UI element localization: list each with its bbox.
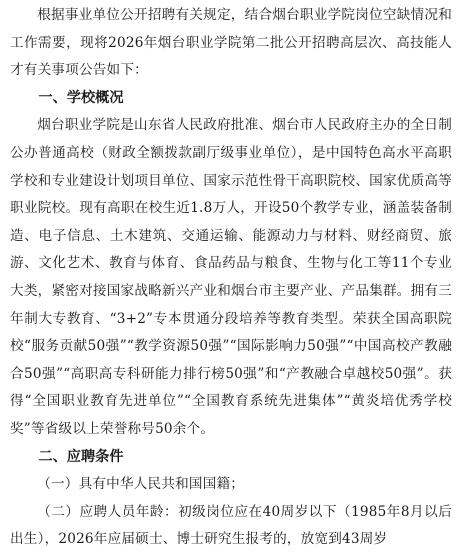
school-overview-paragraph: 烟台职业学院是山东省人民政府批准、烟台市人民政府主办的全日制公办普通高校（财政全额拨款副厅级事业单位），是中国特色高水平高职学校和专业建设计划项目单位、国家示范性骨干高职院校、国家优质高等职业院校。现有高职在校生近1.8万人，开设50个教学专业，涵盖装备制造、电子信息、土木建筑、交通运输、能源动力与材料、财经商贸、旅游、文化艺术、教育与体育、食品药品与粮食、生物与化工等11个专业大类，紧密对接国家战略新兴产业和烟台市主要产业、产品集群。拥有三年制大专教育、“3+2”专本贯通分段培养等教育类型。荣获全国高职院校“服务贡献50强”“教学资源50强”“国际影响力50强”“中国高校产教融合50强”“高职高专科研能力排行榜50强”和“产教融合卓越校50强”。获得“全国职业教育先进单位”“全国教育系统先进集体”“黄炎培优秀学校奖”等省级以上荣誉称号50余个。 [10,117,452,437]
condition-nationality: （一）具有中华人民共和国国籍； [37,476,245,493]
intro-paragraph: 根据事业单位公开招聘有关规定，结合烟台职业学院岗位空缺情况和工作需要，现将2026年烟台职业学院第二批公开招聘高层次、高技能人才有关事项公告如下： [10,7,452,79]
section-heading-application-conditions: 二、应聘条件 [38,448,124,465]
section-heading-school-overview: 一、学校概况 [38,89,124,106]
condition-age: （二）应聘人员年龄：初级岗位应在40周岁以下（1985年8月以后出生），2026年应届硕士、博士研究生报考的，放宽到43周岁 [10,503,452,548]
